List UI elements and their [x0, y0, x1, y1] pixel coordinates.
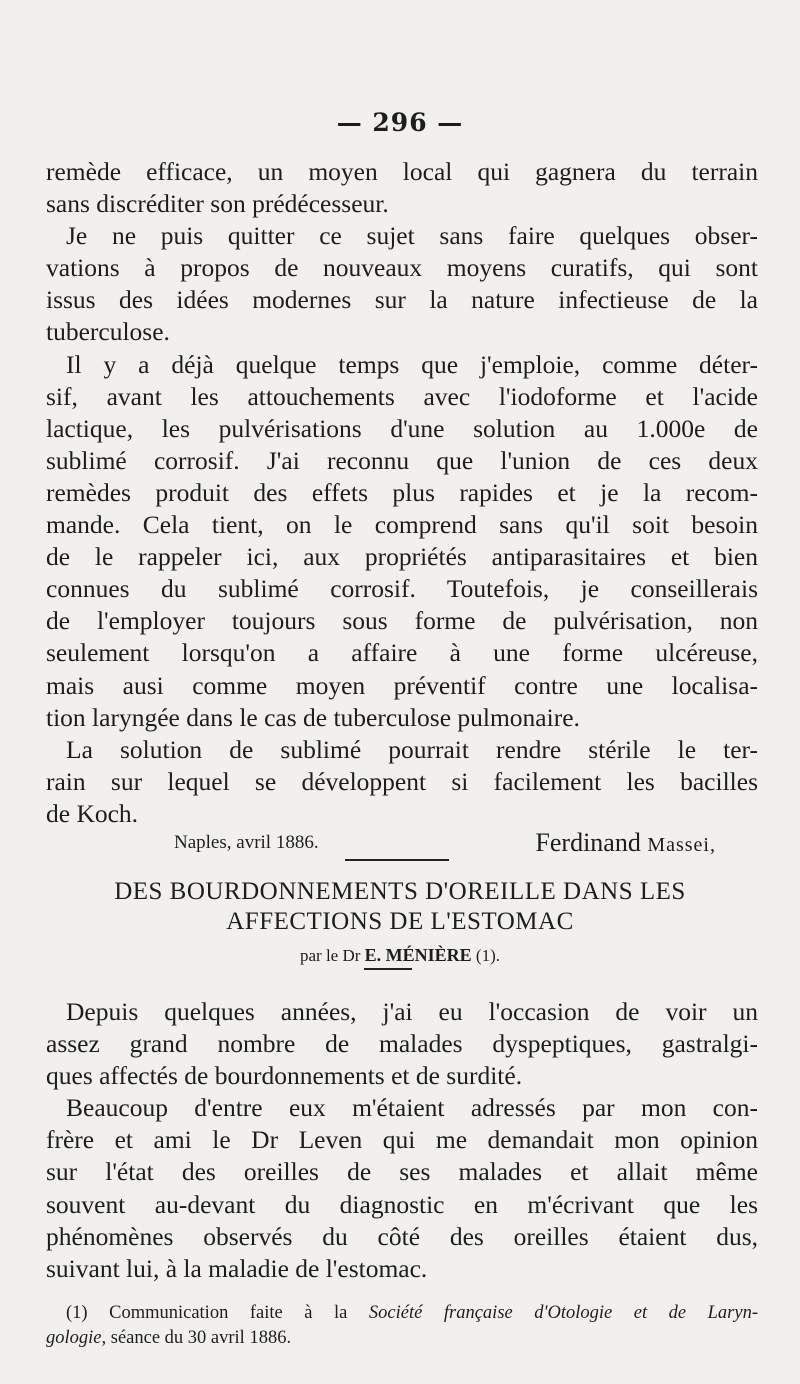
- text-line: mais ausi comme moyen préventif contre une localisa-: [46, 670, 758, 700]
- title-divider: [364, 968, 412, 970]
- footnote: (1) Communication faite à la Société française d'Otologie et de Laryn- gologie, séance du 30 avril 1886.: [46, 1303, 759, 1348]
- text-line: mande. Cela tient, on le comprend sans qu'il soit besoin: [46, 510, 758, 540]
- article-title-line-1: DES BOURDONNEMENTS D'OREILLE DANS LES: [114, 878, 686, 905]
- byline-author: E. MÉNIÈRE: [364, 945, 472, 965]
- text-line: de l'employer toujours sous forme de pulvérisation, non: [46, 606, 758, 636]
- article-title-line-2: AFFECTIONS DE L'ESTOMAC: [226, 908, 574, 935]
- text-line: remèdes produit des effets plus rapides et je la recom-: [46, 477, 758, 507]
- text-line: lactique, les pulvérisations d'une solution au 1.000e de: [46, 413, 758, 443]
- text-line: vations à propos de nouveaux moyens curatifs, qui sont: [46, 253, 758, 283]
- text-line: tion laryngée dans le cas de tuberculose pulmonaire.: [46, 702, 580, 732]
- text-line: sur l'état des oreilles de ses malades et allait même: [46, 1157, 758, 1187]
- text-line: tuberculose.: [46, 317, 170, 347]
- text-line: phénomènes observés du côté des oreilles étaient dus,: [46, 1221, 758, 1251]
- text-line: Il y a déjà quelque temps que j'emploie, comme déter-: [66, 349, 758, 379]
- text-line: de Koch.: [46, 798, 139, 828]
- author-surname: Massei,: [647, 834, 716, 856]
- footnote-ref: (1).: [475, 946, 500, 965]
- text-line: remède efficace, un moyen local qui gagnera du terrain: [46, 157, 758, 186]
- text-line: Je ne puis quitter ce sujet sans faire quelques obser-: [66, 221, 758, 251]
- text-line: frère et ami le Dr Leven qui me demandait mon opinion: [46, 1125, 758, 1155]
- section-divider: [345, 859, 449, 861]
- text-line: issus des idées modernes sur la nature infectieuse de la: [46, 285, 758, 315]
- byline: par le Dr E. MÉNIÈRE (1).: [299, 945, 500, 965]
- text-line: Beaucoup d'entre eux m'étaient adressés par mon con-: [66, 1093, 758, 1123]
- article-1-body: [46, 156, 758, 830]
- text-line: sif, avant les attouchements avec l'iodoforme et l'acide: [46, 381, 758, 411]
- text-line: de le rappeler ici, aux propriétés antiparasitaires et bien: [46, 542, 758, 572]
- page-number: — 296 —: [336, 108, 464, 137]
- text-line: La solution de sublimé pourrait rendre stérile le ter-: [66, 734, 758, 764]
- text-line: Depuis quelques années, j'ai eu l'occasion de voir un: [66, 997, 758, 1026]
- signature: [46, 828, 758, 860]
- author-name: Ferdinand Massei,: [535, 828, 716, 857]
- text-line: seulement lorsqu'on a affaire à une forme ulcéreuse,: [46, 638, 758, 668]
- text-line: assez grand nombre de malades dyspeptiques, gastralgi-: [46, 1029, 758, 1059]
- text-line: souvent au-devant du diagnostic en m'écrivant que les: [46, 1189, 758, 1219]
- text-line: rain sur lequel se développent si facilement les bacilles: [46, 766, 758, 796]
- article-2-body: [46, 996, 758, 1285]
- text-line: suivant lui, à la maladie de l'estomac.: [46, 1253, 428, 1283]
- text-line: ques affectés de bourdonnements et de surdité.: [46, 1061, 523, 1091]
- text-line: connues du sublimé corrosif. Toutefois, je conseillerais: [46, 574, 758, 604]
- text-line: sans discréditer son prédécesseur.: [46, 189, 389, 219]
- place-date: Naples, avril 1886.: [174, 832, 319, 853]
- text-line: sublimé corrosif. J'ai reconnu que l'union de ces deux: [46, 445, 758, 475]
